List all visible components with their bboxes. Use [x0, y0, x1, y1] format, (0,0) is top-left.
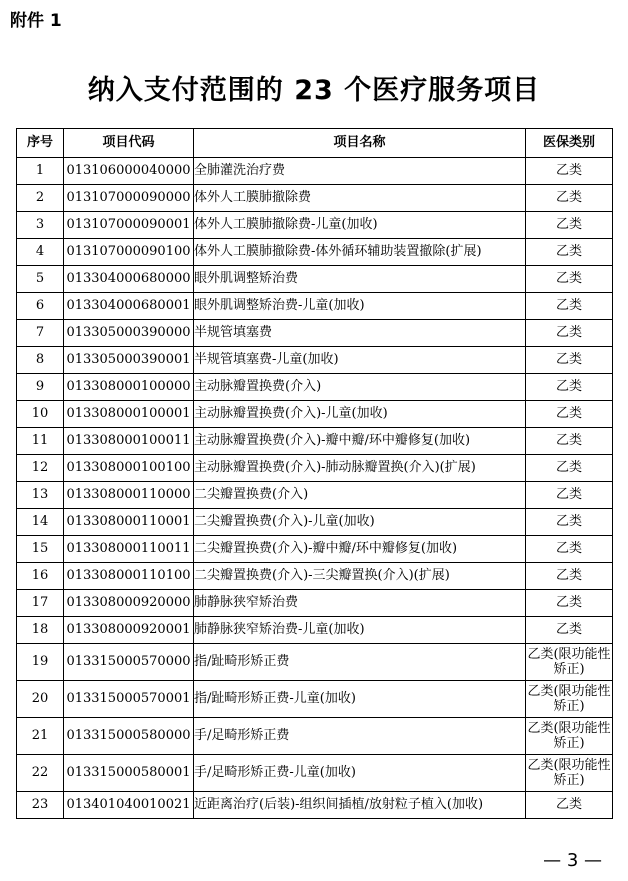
cell-name: 体外人工膜肺撤除费-儿童(加收): [194, 212, 526, 239]
table-row: [17, 401, 613, 428]
cell-category: [526, 212, 613, 239]
category-text: 乙类(限功能性矫正): [527, 646, 611, 677]
category-text: 乙类: [555, 541, 582, 556]
category-text: 乙类: [555, 406, 582, 421]
cell-category: [526, 185, 613, 212]
table-row: [17, 374, 613, 401]
cell-category: [526, 266, 613, 293]
cell-seq: 5: [17, 266, 64, 293]
cell-seq: 18: [17, 617, 64, 644]
cell-seq: 4: [17, 239, 64, 266]
category-text: 乙类: [555, 190, 582, 205]
cell-name: 半规管填塞费: [194, 320, 526, 347]
cell-name: 主动脉瓣置换费(介入)-瓣中瓣/环中瓣修复(加收): [194, 428, 526, 455]
table-row: [17, 347, 613, 374]
cell-seq: 12: [17, 455, 64, 482]
cell-seq: 21: [17, 718, 64, 755]
header-code: 项目代码: [64, 129, 194, 158]
cell-code: 013315000570001: [64, 681, 194, 718]
table-row: [17, 320, 613, 347]
cell-category: [526, 792, 613, 819]
cell-category: [526, 320, 613, 347]
cell-category: [526, 401, 613, 428]
table-row: [17, 509, 613, 536]
cell-seq: 13: [17, 482, 64, 509]
cell-name: 主动脉瓣置换费(介入)-肺动脉瓣置换(介入)(扩展): [194, 455, 526, 482]
cell-category: [526, 509, 613, 536]
cell-code: 013308000920001: [64, 617, 194, 644]
category-text: 乙类: [555, 325, 582, 340]
cell-category: [526, 563, 613, 590]
table-row: [17, 212, 613, 239]
category-text: 乙类(限功能性矫正): [527, 683, 611, 714]
table-row: [17, 158, 613, 185]
table-row: [17, 185, 613, 212]
table-row: [17, 755, 613, 792]
cell-category: [526, 428, 613, 455]
cell-name: 体外人工膜肺撤除费: [194, 185, 526, 212]
cell-name: 半规管填塞费-儿童(加收): [194, 347, 526, 374]
table-row: [17, 293, 613, 320]
cell-seq: 20: [17, 681, 64, 718]
category-text: 乙类: [555, 460, 582, 475]
cell-code: 013308000100100: [64, 455, 194, 482]
table-row: [17, 536, 613, 563]
category-text: 乙类: [555, 514, 582, 529]
cell-name: 主动脉瓣置换费(介入)-儿童(加收): [194, 401, 526, 428]
cell-name: 体外人工膜肺撤除费-体外循环辅助装置撤除(扩展): [194, 239, 526, 266]
cell-seq: 8: [17, 347, 64, 374]
attachment-label: 附件 1: [10, 11, 62, 31]
cell-category: [526, 536, 613, 563]
table-row: [17, 455, 613, 482]
cell-seq: 11: [17, 428, 64, 455]
table-row: [17, 563, 613, 590]
cell-category: [526, 617, 613, 644]
cell-name: 全肺灌洗治疗费: [194, 158, 526, 185]
category-text: 乙类: [555, 622, 582, 637]
category-text: 乙类: [555, 163, 582, 178]
category-text: 乙类: [555, 352, 582, 367]
page-title: 纳入支付范围的 23 个医疗服务项目: [87, 75, 541, 106]
items-table: [16, 128, 613, 819]
cell-code: 013308000100000: [64, 374, 194, 401]
cell-category: [526, 158, 613, 185]
cell-name: 二尖瓣置换费(介入): [194, 482, 526, 509]
cell-code: 013308000110100: [64, 563, 194, 590]
cell-code: 013107000090001: [64, 212, 194, 239]
table-row: [17, 428, 613, 455]
cell-code: 013304000680001: [64, 293, 194, 320]
cell-code: 013305000390000: [64, 320, 194, 347]
cell-category: [526, 590, 613, 617]
category-text: 乙类: [555, 379, 582, 394]
header-seq: 序号: [17, 129, 64, 158]
cell-name: 二尖瓣置换费(介入)-三尖瓣置换(介入)(扩展): [194, 563, 526, 590]
category-text: 乙类: [555, 217, 582, 232]
cell-code: 013315000570000: [64, 644, 194, 681]
cell-name: 二尖瓣置换费(介入)-儿童(加收): [194, 509, 526, 536]
cell-code: 013308000100011: [64, 428, 194, 455]
cell-name: 指/趾畸形矫正费: [194, 644, 526, 681]
category-text: 乙类: [555, 595, 582, 610]
cell-seq: 23: [17, 792, 64, 819]
category-text: 乙类(限功能性矫正): [527, 720, 611, 751]
table-row: [17, 590, 613, 617]
cell-code: 013401040010021: [64, 792, 194, 819]
cell-category: [526, 718, 613, 755]
cell-seq: 22: [17, 755, 64, 792]
table-row: [17, 239, 613, 266]
table-header-row: [17, 129, 613, 158]
category-text: 乙类: [555, 298, 582, 313]
cell-name: 手/足畸形矫正费-儿童(加收): [194, 755, 526, 792]
category-text: 乙类: [555, 487, 582, 502]
cell-seq: 15: [17, 536, 64, 563]
cell-code: 013107000090100: [64, 239, 194, 266]
table-row: [17, 681, 613, 718]
cell-code: 013308000110011: [64, 536, 194, 563]
category-text: 乙类: [555, 244, 582, 259]
cell-category: [526, 755, 613, 792]
cell-name: 主动脉瓣置换费(介入): [194, 374, 526, 401]
table-row: [17, 617, 613, 644]
category-text: 乙类: [555, 797, 582, 812]
cell-seq: 14: [17, 509, 64, 536]
cell-code: 013315000580000: [64, 718, 194, 755]
cell-code: 013305000390001: [64, 347, 194, 374]
cell-name: 眼外肌调整矫治费: [194, 266, 526, 293]
cell-seq: 17: [17, 590, 64, 617]
cell-code: 013308000110000: [64, 482, 194, 509]
cell-code: 013308000110001: [64, 509, 194, 536]
cell-category: [526, 347, 613, 374]
header-name: 项目名称: [194, 129, 526, 158]
cell-seq: 3: [17, 212, 64, 239]
category-text: 乙类: [555, 568, 582, 583]
cell-name: 肺静脉狭窄矫治费: [194, 590, 526, 617]
table-row: [17, 792, 613, 819]
header-category: 医保类别: [526, 129, 613, 158]
cell-name: 近距离治疗(后装)-组织间插植/放射粒子植入(加收): [194, 792, 526, 819]
cell-category: [526, 455, 613, 482]
cell-category: [526, 374, 613, 401]
table-row: [17, 644, 613, 681]
cell-category: [526, 239, 613, 266]
cell-code: 013315000580001: [64, 755, 194, 792]
cell-seq: 9: [17, 374, 64, 401]
cell-seq: 6: [17, 293, 64, 320]
cell-code: 013308000100001: [64, 401, 194, 428]
cell-seq: 1: [17, 158, 64, 185]
cell-name: 眼外肌调整矫治费-儿童(加收): [194, 293, 526, 320]
cell-name: 二尖瓣置换费(介入)-瓣中瓣/环中瓣修复(加收): [194, 536, 526, 563]
category-text: 乙类(限功能性矫正): [527, 757, 611, 788]
table-row: [17, 266, 613, 293]
page-number: — 3 —: [543, 850, 602, 871]
cell-seq: 2: [17, 185, 64, 212]
table-body: [17, 158, 613, 819]
cell-code: 013106000040000: [64, 158, 194, 185]
table-row: [17, 718, 613, 755]
cell-code: 013304000680000: [64, 266, 194, 293]
cell-seq: 16: [17, 563, 64, 590]
category-text: 乙类: [555, 271, 582, 286]
category-text: 乙类: [555, 433, 582, 448]
cell-category: [526, 644, 613, 681]
cell-category: [526, 293, 613, 320]
table-row: [17, 482, 613, 509]
cell-seq: 19: [17, 644, 64, 681]
cell-category: [526, 681, 613, 718]
cell-category: [526, 482, 613, 509]
cell-name: 手/足畸形矫正费: [194, 718, 526, 755]
cell-code: 013107000090000: [64, 185, 194, 212]
cell-name: 指/趾畸形矫正费-儿童(加收): [194, 681, 526, 718]
cell-name: 肺静脉狭窄矫治费-儿童(加收): [194, 617, 526, 644]
cell-seq: 10: [17, 401, 64, 428]
cell-seq: 7: [17, 320, 64, 347]
cell-code: 013308000920000: [64, 590, 194, 617]
